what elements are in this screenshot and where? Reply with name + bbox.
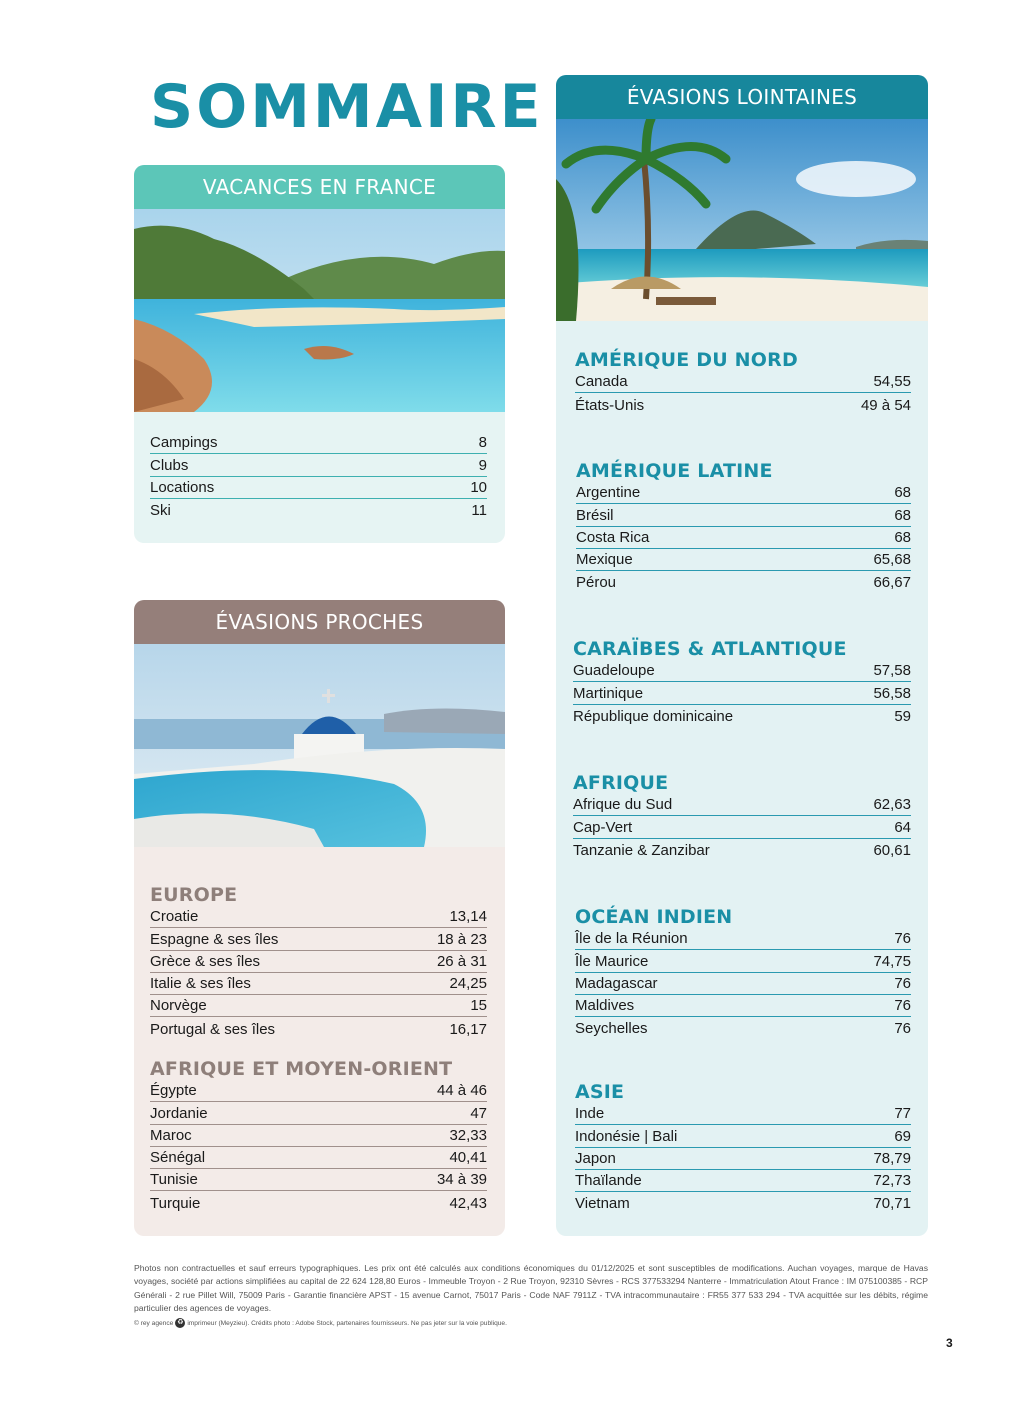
list-item[interactable]: États-Unis 49 à 54 — [575, 396, 911, 414]
list-item[interactable]: Clubs 9 — [150, 454, 487, 476]
list-item[interactable]: Guadeloupe 57,58 — [573, 660, 911, 682]
list-item[interactable]: Brésil 68 — [576, 504, 911, 526]
credits-agency: © rey agence — [134, 1319, 174, 1327]
list-asie — [575, 1103, 911, 1214]
page-title: SOMMAIRE — [150, 72, 544, 142]
list-item[interactable]: Île Maurice 74,75 — [575, 950, 911, 972]
list-item[interactable]: Seychelles 76 — [575, 1020, 911, 1038]
list-item[interactable]: République dominicaine 59 — [573, 707, 911, 725]
photo-tropical-beach — [556, 119, 928, 321]
section-title-afrique: AFRIQUE — [573, 772, 669, 794]
list-europe — [150, 906, 487, 1040]
section-title-caraibes-atlantique: CARAÏBES & ATLANTIQUE — [573, 638, 847, 660]
list-item[interactable]: Italie & ses îles 24,25 — [150, 973, 487, 995]
list-item[interactable]: Jordanie 47 — [150, 1102, 487, 1124]
list-afrique-moyen-orient — [150, 1080, 487, 1214]
list-item[interactable]: Campings 8 — [150, 432, 487, 454]
section-title-europe: EUROPE — [150, 884, 238, 906]
list-item[interactable]: Île de la Réunion 76 — [575, 928, 911, 950]
photo-corsica-beach — [134, 209, 505, 412]
panel-header-proches: ÉVASIONS PROCHES — [134, 600, 505, 644]
panel-header-vacances: VACANCES EN FRANCE — [134, 165, 505, 209]
legal-notice: Photos non contractuelles et sauf erreurs typographiques. Les prix ont été calculés aux conditions économiques du 01/12/2025 et sont susceptibles de modifications. Auchan voyages, marque de Havas voyages, société par actions simplifiées au capital de 22 624 128,80 Euros - Immeuble Troyon - 2 Rue Troyon, 92310 Sèvres - RCS 377533294 Nanterre - Immatriculation Atout France : IM 075100385 - RCP Générali - 2 rue Pillet Will, 75009 Paris - Garantie financière APST - 15 avenue Carnot, 75017 Paris - Code NAF 7911Z - TVA intracommunautaire : FR55 377 533 294 - TVA acquittée sur les débits, régime particulier des agences de voyages. — [134, 1263, 928, 1313]
panel-evasions-proches — [134, 600, 505, 1236]
list-item[interactable]: Maldives 76 — [575, 995, 911, 1017]
section-title-amerique-latine: AMÉRIQUE LATINE — [576, 460, 773, 482]
panel-vacances-en-france — [134, 165, 505, 543]
eco-label-icon: ♻ — [177, 1319, 184, 1326]
section-title-ocean-indien: OCÉAN INDIEN — [575, 906, 733, 928]
list-item[interactable]: Pérou 66,67 — [576, 574, 911, 592]
list-item[interactable]: Locations 10 — [150, 477, 487, 499]
list-item[interactable]: Norvège 15 — [150, 995, 487, 1017]
list-item[interactable]: Vietnam 70,71 — [575, 1195, 911, 1213]
list-item[interactable]: Afrique du Sud 62,63 — [573, 794, 911, 816]
list-item[interactable]: Portugal & ses îles 16,17 — [150, 1020, 487, 1038]
list-item[interactable]: Espagne & ses îles 18 à 23 — [150, 928, 487, 950]
list-item[interactable]: Tunisie 34 à 39 — [150, 1169, 487, 1191]
list-item[interactable]: Turquie 42,43 — [150, 1194, 487, 1212]
list-item[interactable]: Cap-Vert 64 — [573, 816, 911, 838]
list-item[interactable]: Tanzanie & Zanzibar 60,61 — [573, 841, 911, 859]
list-amerique-latine — [576, 482, 911, 593]
list-item[interactable]: Madagascar 76 — [575, 973, 911, 995]
page-number: 3 — [946, 1336, 953, 1350]
list-item[interactable]: Thaïlande 72,73 — [575, 1170, 911, 1192]
section-title-asie: ASIE — [575, 1081, 625, 1103]
list-amerique-du-nord — [575, 371, 911, 416]
list-item[interactable]: Martinique 56,58 — [573, 682, 911, 704]
panel-evasions-lointaines — [556, 75, 928, 1236]
list-ocean-indien — [575, 928, 911, 1039]
section-title-amerique-du-nord: AMÉRIQUE DU NORD — [575, 349, 798, 371]
list-item[interactable]: Sénégal 40,41 — [150, 1147, 487, 1169]
list-item[interactable]: Croatie 13,14 — [150, 906, 487, 928]
list-item[interactable]: Japon 78,79 — [575, 1148, 911, 1170]
list-item[interactable]: Mexique 65,68 — [576, 549, 911, 571]
list-item[interactable]: Inde 77 — [575, 1103, 911, 1125]
panel-header-lointaines: ÉVASIONS LOINTAINES — [556, 75, 928, 119]
list-item[interactable]: Ski 11 — [150, 502, 487, 520]
credits-text: imprimeur (Meyzieu). Crédits photo : Adobe Stock, partenaires fournisseurs. Ne pas jeter sur la voie publique. — [187, 1319, 507, 1327]
list-item[interactable]: Costa Rica 68 — [576, 527, 911, 549]
photo-santorini-pool — [134, 644, 505, 847]
credits-line — [134, 1318, 507, 1328]
list-caraibes-atlantique — [573, 660, 911, 727]
list-item[interactable]: Canada 54,55 — [575, 371, 911, 393]
list-afrique — [573, 794, 911, 861]
list-item[interactable]: Égypte 44 à 46 — [150, 1080, 487, 1102]
list-item[interactable]: Argentine 68 — [576, 482, 911, 504]
list-vacances — [150, 432, 487, 521]
list-item[interactable]: Indonésie | Bali 69 — [575, 1125, 911, 1147]
list-item[interactable]: Grèce & ses îles 26 à 31 — [150, 951, 487, 973]
section-title-afrique-moyen-orient: AFRIQUE ET MOYEN-ORIENT — [150, 1058, 453, 1080]
list-item[interactable]: Maroc 32,33 — [150, 1125, 487, 1147]
